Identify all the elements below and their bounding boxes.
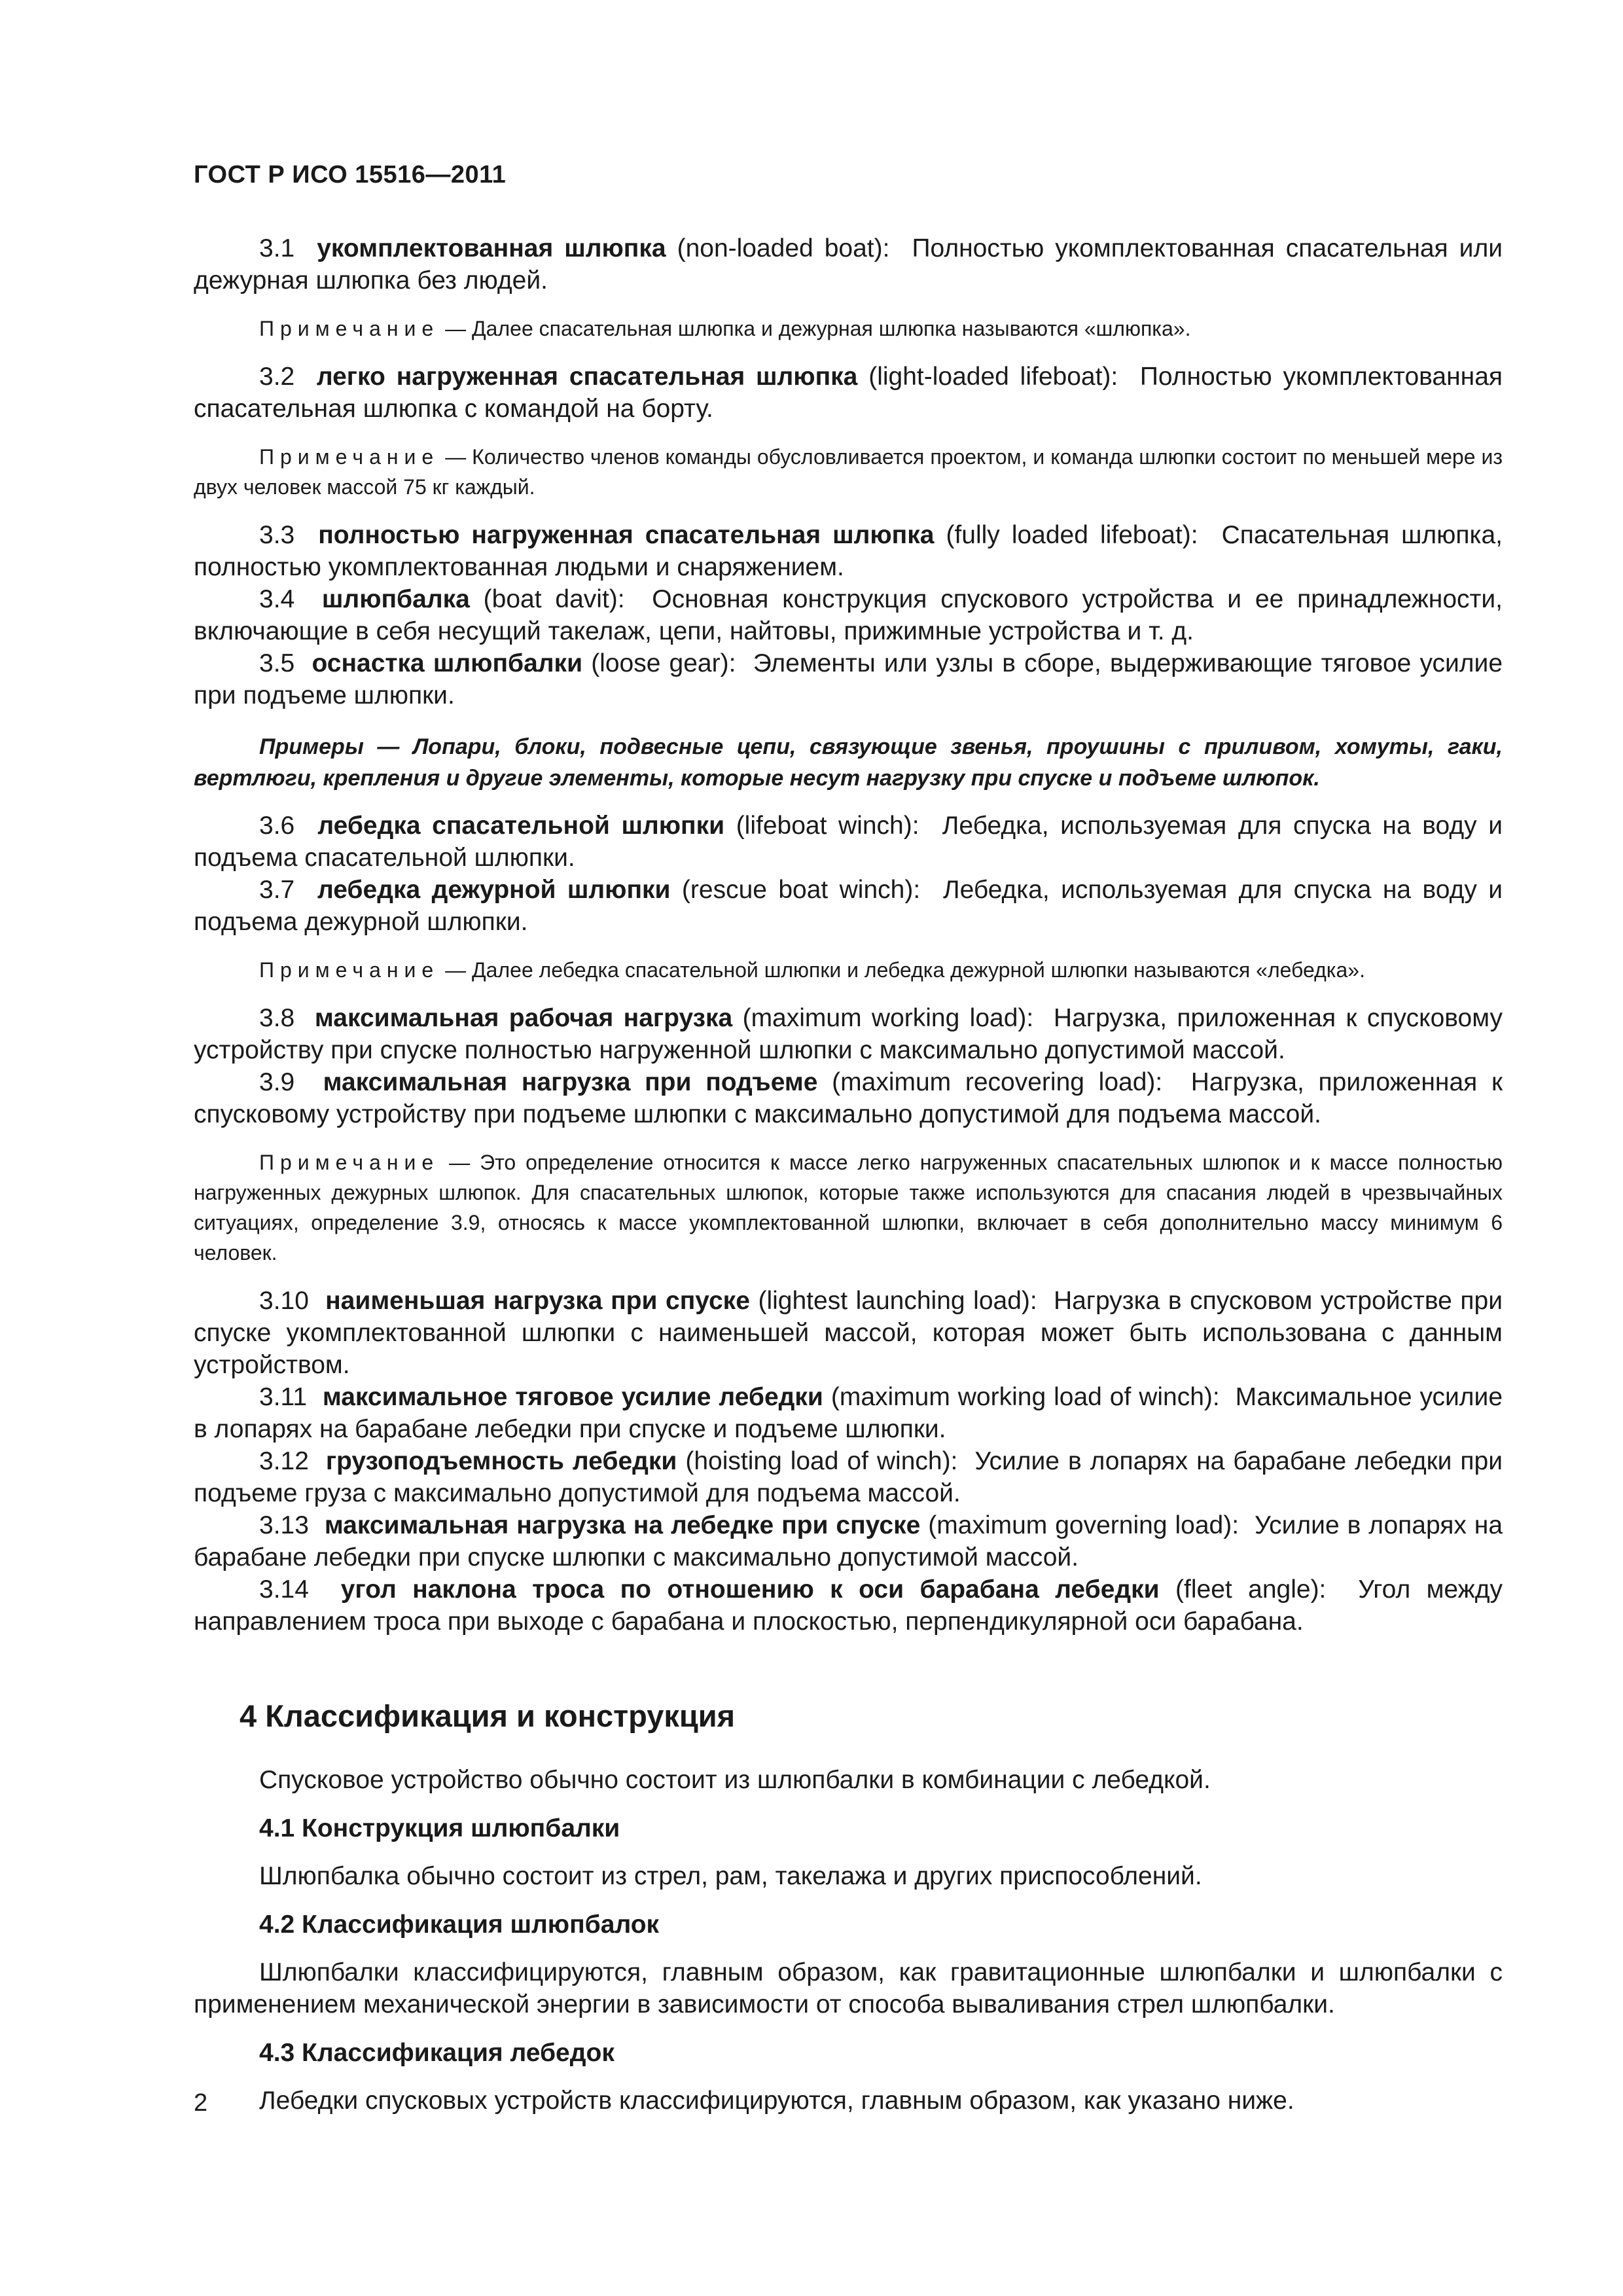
term-name: грузоподъемность лебедки: [325, 1447, 677, 1475]
term-name: максимальная нагрузка при подъеме: [323, 1068, 818, 1096]
note-4: [194, 1147, 1503, 1268]
subsection-4-2-title: 4.2 Классификация шлюпбалок: [259, 1910, 660, 1939]
term-name: угол наклона троса по отношению к оси барабана лебедки: [340, 1575, 1160, 1604]
term-english: (maximum working load):: [742, 1004, 1034, 1032]
term-3-5: [194, 647, 1503, 711]
term-number: 3.1: [259, 234, 295, 262]
note-text: — Это определение относится к массе легко нагруженных спасательных шлюпок и к массе полностью нагруженных дежурных шлюпок. Для спасательных шлюпок, которые также используются для спасания людей в чрезвычайных ситуациях, определение 3.9, относясь к массе укомплектованной шлюпки, включает в себя дополнительно массу минимум 6 человек.: [194, 1151, 1503, 1265]
term-english: (lightest launching load):: [758, 1287, 1037, 1315]
term-3-10: [194, 1285, 1503, 1381]
term-number: 3.8: [259, 1004, 295, 1032]
term-3-13: [194, 1509, 1503, 1573]
term-english: (loose gear):: [591, 649, 736, 677]
term-number: 3.3: [259, 521, 295, 549]
term-definition: Лебедка, используемая для спуска на воду и подъема спасательной шлюпки.: [194, 812, 1503, 872]
note-label: Примечание: [259, 958, 440, 982]
term-definition: Полностью укомплектованная спасательная шлюпка с командой на борту.: [194, 363, 1503, 423]
note-text: — Количество членов команды обусловливается проектом, и команда шлюпки состоит по меньшей мере из двух человек массой 75 кг каждый.: [194, 445, 1503, 499]
term-3-1: [194, 232, 1503, 296]
term-name: оснастка шлюпбалки: [312, 649, 583, 677]
note-2: [194, 442, 1503, 502]
term-definition: Основная конструкция спускового устройства и ее принадлежности, включающие в себя несущий такелаж, цепи, найтовы, прижимные устройства и т. д.: [194, 585, 1503, 645]
term-name: шлюпбалка: [321, 585, 470, 613]
note-label: Примечание: [259, 1151, 440, 1174]
subsection-4-3-title: 4.3 Классификация лебедок: [259, 2039, 615, 2067]
term-definition: Усилие в лопарях на барабане лебедки при подъеме груза с максимально допустимой для подъема массой.: [194, 1447, 1503, 1507]
term-definition: Лебедка, используемая для спуска на воду и подъема дежурной шлюпки.: [194, 876, 1503, 936]
term-name: лебедка спасательной шлюпки: [317, 812, 725, 840]
section-4-title: 4 Классификация и конструкция: [240, 1698, 736, 1733]
page-number: 2: [194, 2089, 208, 2117]
term-number: 3.13: [259, 1511, 309, 1539]
term-name: легко нагруженная спасательная шлюпка: [316, 363, 858, 391]
term-3-14: [194, 1573, 1503, 1638]
term-english: (fully loaded lifeboat):: [946, 521, 1198, 549]
note-text: — Далее спасательная шлюпка и дежурная шлюпка называются «шлюпка».: [445, 317, 1191, 340]
term-3-9: [194, 1066, 1503, 1130]
term-name: укомплектованная шлюпка: [317, 234, 666, 262]
term-english: (maximum recovering load):: [832, 1068, 1163, 1096]
term-3-11: [194, 1381, 1503, 1445]
subsection-4-3-text: Лебедки спусковых устройств классифицируются, главным образом, как указано ниже.: [259, 2087, 1294, 2115]
note-1: [194, 314, 1503, 344]
term-name: максимальная нагрузка на лебедке при спуске: [324, 1511, 921, 1539]
term-3-6: [194, 810, 1503, 874]
page-content: [194, 232, 1503, 2135]
term-3-3: [194, 519, 1503, 583]
term-definition: Максимальное усилие в лопарях на барабане лебедки при спуске и подъеме шлюпки.: [194, 1383, 1503, 1443]
section-4-intro: Спусковое устройство обычно состоит из шлюпбалки в комбинации с лебедкой.: [259, 1766, 1211, 1794]
term-english: (fleet angle):: [1175, 1575, 1327, 1604]
term-number: 3.12: [259, 1447, 309, 1475]
term-english: (maximum governing load):: [928, 1511, 1240, 1539]
subsection-4-1-text: Шлюпбалка обычно состоит из стрел, рам, такелажа и других приспособлений.: [259, 1862, 1202, 1890]
term-number: 3.14: [259, 1575, 309, 1604]
term-number: 3.7: [259, 876, 295, 904]
term-name: максимальная рабочая нагрузка: [314, 1004, 733, 1032]
term-3-12: [194, 1445, 1503, 1509]
term-name: максимальное тяговое усилие лебедки: [322, 1383, 823, 1411]
term-definition: Нагрузка, приложенная к спусковому устройству при подъеме шлюпки с максимально допустимой для подъема массой.: [194, 1068, 1503, 1128]
term-definition: Спасательная шлюпка, полностью укомплектованная людьми и снаряжением.: [194, 521, 1503, 581]
note-3: [194, 955, 1503, 985]
note-text: — Далее лебедка спасательной шлюпки и лебедка дежурной шлюпки называются «лебедка».: [445, 958, 1365, 982]
term-english: (rescue boat winch):: [681, 876, 921, 904]
term-english: (hoisting load of winch):: [685, 1447, 958, 1475]
subsection-4-1-title: 4.1 Конструкция шлюпбалки: [259, 1814, 620, 1842]
term-number: 3.10: [259, 1287, 309, 1315]
term-number: 3.2: [259, 363, 295, 391]
term-definition: Угол между направлением троса при выходе с барабана и плоскостью, перпендикулярной оси барабана.: [194, 1575, 1503, 1636]
examples-paragraph: Примеры — Лопари, блоки, подвесные цепи, связующие звенья, проушины с приливом, хомуты, гаки, вертлюги, крепления и другие элементы, которые несут нагрузку при спуске и подъеме шлюпок.: [194, 734, 1503, 791]
term-definition: Нагрузка, приложенная к спусковому устройству при спуске полностью нагруженной шлюпки с максимально допустимой массой.: [194, 1004, 1503, 1064]
term-3-2: [194, 361, 1503, 425]
term-english: (non-loaded boat):: [677, 234, 890, 262]
term-definition: Нагрузка в спусковом устройстве при спуске укомплектованной шлюпки с наименьшей массой, которая может быть использована с данным устройством.: [194, 1287, 1503, 1379]
term-number: 3.11: [259, 1383, 308, 1411]
note-label: Примечание: [259, 445, 440, 469]
term-number: 3.9: [259, 1068, 295, 1096]
document-header: ГОСТ Р ИСО 15516—2011: [194, 161, 507, 188]
term-definition: Элементы или узлы в сборе, выдерживающие тяговое усилие при подъеме шлюпки.: [194, 649, 1503, 709]
term-definition: Усилие в лопарях на барабане лебедки при спуске шлюпки с максимально допустимой массой.: [194, 1511, 1503, 1571]
term-english: (light-loaded lifeboat):: [868, 363, 1118, 391]
term-number: 3.5: [259, 649, 295, 677]
term-name: наименьшая нагрузка при спуске: [325, 1287, 750, 1315]
term-3-4: [194, 583, 1503, 647]
term-number: 3.6: [259, 812, 295, 840]
term-definition: Полностью укомплектованная спасательная или дежурная шлюпка без людей.: [194, 234, 1503, 295]
term-3-7: [194, 874, 1503, 938]
term-name: полностью нагруженная спасательная шлюпка: [318, 521, 935, 549]
note-label: Примечание: [259, 317, 440, 340]
term-3-8: [194, 1002, 1503, 1066]
term-english: (maximum working load of winch):: [830, 1383, 1220, 1411]
term-english: (lifeboat winch):: [736, 812, 919, 840]
term-number: 3.4: [259, 585, 295, 613]
term-english: (boat davit):: [483, 585, 625, 613]
term-name: лебедка дежурной шлюпки: [317, 876, 671, 904]
subsection-4-2-text: Шлюпбалки классифицируются, главным образом, как гравитационные шлюпбалки и шлюпбалки с применением механической энергии в зависимости от способа вываливания стрел шлюпбалки.: [194, 1958, 1503, 2018]
